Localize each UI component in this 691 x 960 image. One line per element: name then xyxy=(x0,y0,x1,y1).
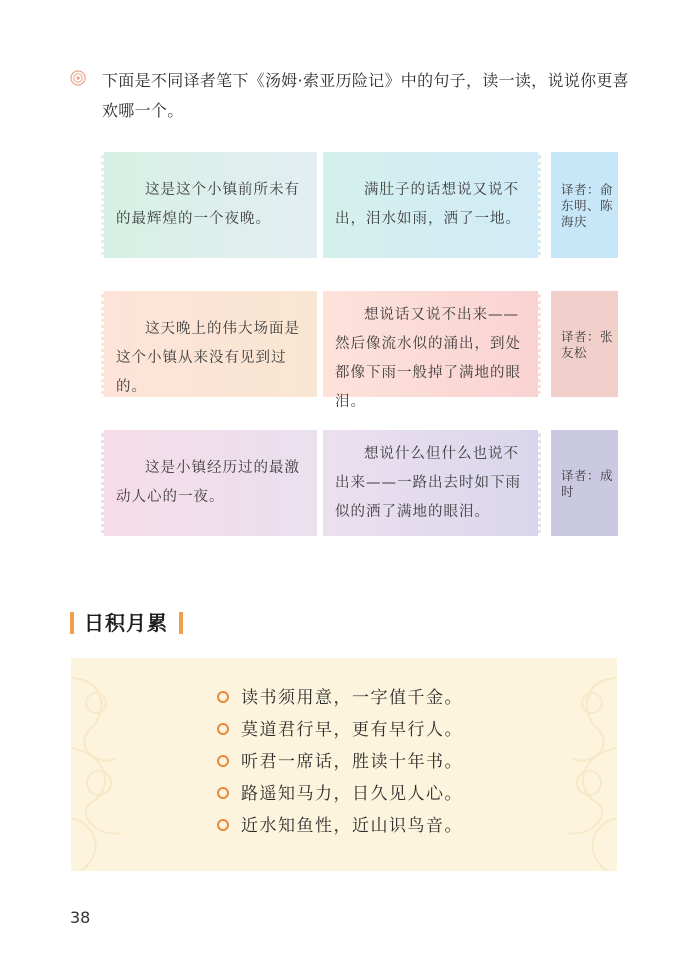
section-bar-right xyxy=(179,612,183,634)
sentence-3b: 想说什么但什么也说不出来——一路出去时如下雨似的洒了满地的眼泪。 xyxy=(335,446,521,520)
translator-card-1 xyxy=(551,152,618,258)
saying-text: 听君一席话，胜读十年书。 xyxy=(241,752,463,772)
sentence-2a: 这天晚上的伟大场面是这个小镇从来没有见到过的。 xyxy=(116,321,300,395)
section-title-text: 日积月累 xyxy=(84,611,168,635)
ornament-right-icon xyxy=(563,658,617,871)
saying-text: 近水知鱼性，近山识鸟音。 xyxy=(241,816,463,836)
translator-3: 译者：成时 xyxy=(561,468,614,499)
translation-card-2a xyxy=(101,291,317,397)
translation-card-2b xyxy=(323,291,541,410)
translation-card-1a xyxy=(101,152,317,258)
page-number: 38 xyxy=(70,908,91,927)
sentence-1a: 这是这个小镇前所未有的最辉煌的一个夜晚。 xyxy=(116,182,300,227)
saying-text: 莫道君行早，更有早行人。 xyxy=(241,720,463,740)
saying-item xyxy=(217,778,557,810)
saying-item xyxy=(217,810,557,842)
intro-text: 下面是不同译者笔下《汤姆·索亚历险记》中的句子，读一读，说说你更喜欢哪一个。 xyxy=(102,71,629,120)
bullet-icon xyxy=(217,691,229,703)
sentence-3a: 这是小镇经历过的最激动人心的一夜。 xyxy=(116,460,300,505)
ornament-left-icon xyxy=(71,658,125,871)
sayings-list xyxy=(217,682,557,842)
bullet-icon xyxy=(217,755,229,767)
bullet-icon xyxy=(217,723,229,735)
translation-card-3a xyxy=(101,430,317,536)
section-title xyxy=(70,610,168,636)
saying-text: 读书须用意，一字值千金。 xyxy=(241,688,463,708)
bullet-icon xyxy=(217,787,229,799)
translator-2: 译者：张友松 xyxy=(561,329,614,360)
saying-item xyxy=(217,746,557,778)
saying-item xyxy=(217,714,557,746)
sentence-2b: 想说话又说不出来——然后像流水似的涌出，到处都像下雨一般掉了满地的眼泪。 xyxy=(335,307,521,410)
translation-card-3b xyxy=(323,430,541,536)
translation-card-1b xyxy=(323,152,541,258)
translator-1: 译者：俞东明、陈海庆 xyxy=(561,182,614,229)
bullet-icon xyxy=(217,819,229,831)
sentence-1b: 满肚子的话想说又说不出，泪水如雨，洒了一地。 xyxy=(335,182,521,227)
saying-text: 路遥知马力，日久见人心。 xyxy=(241,784,463,804)
translator-card-2 xyxy=(551,291,618,397)
translator-card-3 xyxy=(551,430,618,536)
sayings-box xyxy=(71,658,617,871)
saying-item xyxy=(217,682,557,714)
rosette-icon xyxy=(70,70,86,86)
